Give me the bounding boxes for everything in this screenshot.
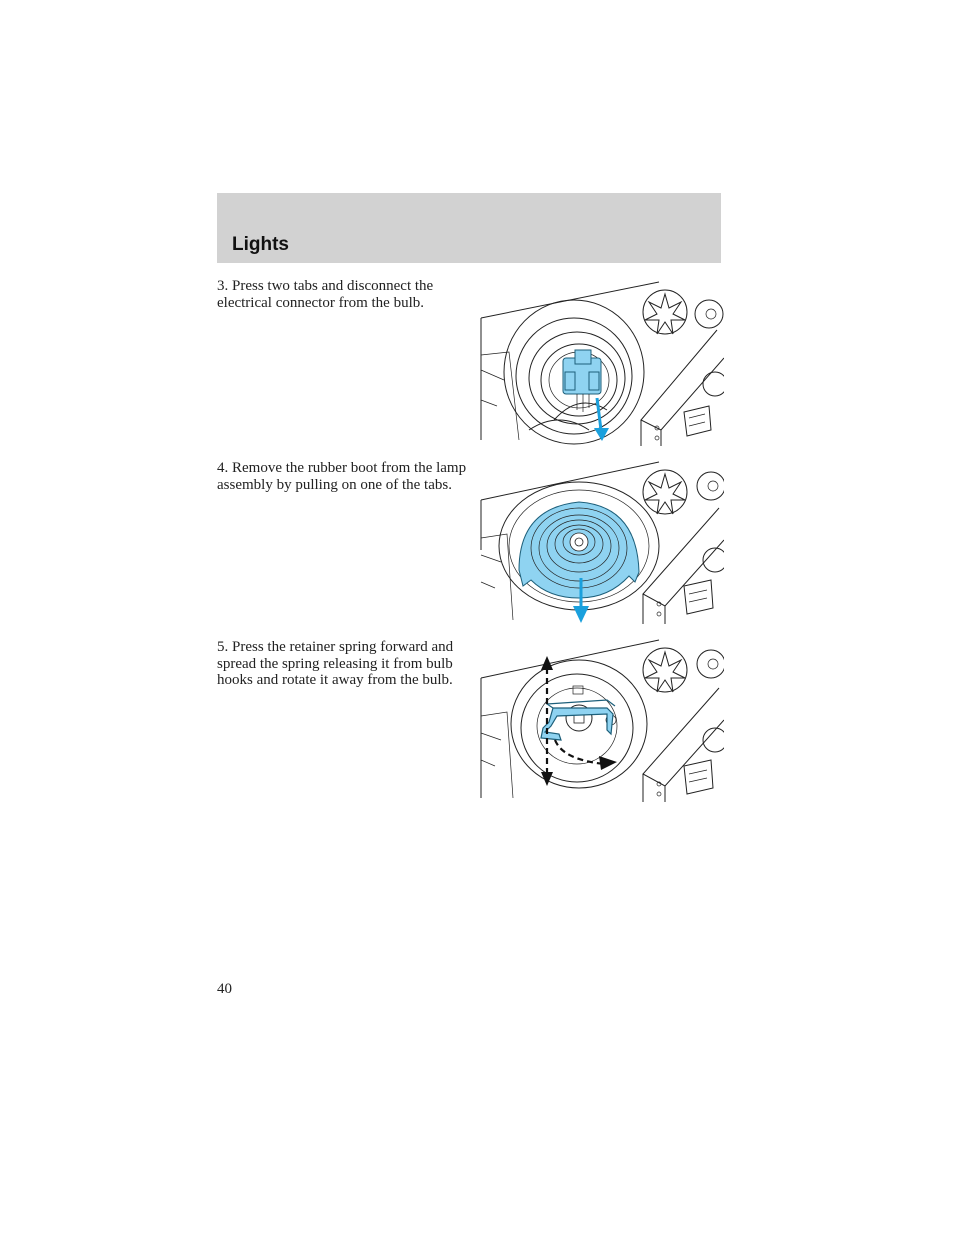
section-header-band — [217, 193, 721, 263]
disconnect-connector-illustration — [479, 280, 724, 446]
step-4-text: 4. Remove the rubber boot from the lamp assembly by pulling on one of the tabs. — [217, 460, 467, 493]
step-5-text: 5. Press the retainer spring forward and spread the spring releasing it from bulb hooks and rotate it away from the bulb. — [217, 639, 454, 688]
section-title: Lights — [232, 234, 289, 255]
remove-rubber-boot-illustration — [479, 460, 724, 626]
retainer-spring-illustration — [479, 638, 724, 804]
page-number: 40 — [217, 981, 232, 997]
step-3-text: 3. Press two tabs and disconnect the electrical connector from the bulb. — [217, 278, 434, 311]
